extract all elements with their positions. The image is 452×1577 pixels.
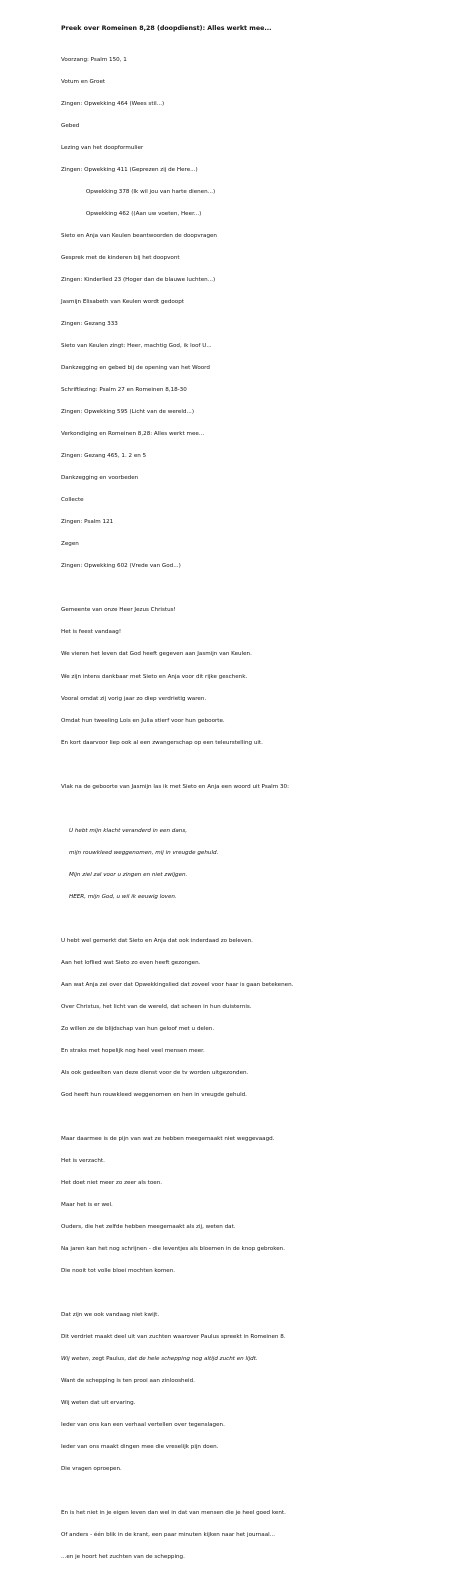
text-line: We zijn intens dankbaar met Sieto en Anja voor dit rijke geschenk. [61,673,248,680]
text-line: We vieren het leven dat God heeft gegeven aan Jasmijn van Keulen. [61,651,252,658]
liturgy-item: Gesprek met de kinderen bij het doopvont [61,254,180,261]
text-line: U hebt wel gemerkt dat Sieto en Anja dat ook inderdaad zo beleven. [61,937,253,944]
liturgy-item: Sieto van Keulen zingt: Heer, machtig God, ik loof U... [61,343,212,350]
text-line: Dat zijn we ook vandaag niet kwijt. [61,1312,160,1319]
liturgy-item: Dankzegging en gebed bij de opening van het Woord [61,365,210,372]
text-line: Die vragen oproepen. [61,1466,122,1473]
paragraph [61,1298,421,1489]
text-line: God heeft hun rouwkleed weggenomen en hen in vreugde gehuld. [61,1091,247,1098]
liturgy-item: Dankzegging en voorbeden [61,475,139,482]
quote-line: mijn rouwkleed weggenomen, mij in vreugde gehuld. [69,849,219,856]
paragraph [61,1121,421,1290]
liturgy-item: Opwekking 378 (Ik wil jou van harte dienen...) [61,188,216,195]
text-line: Zo willen ze de blijdschap van hun geloof met u delen. [61,1025,215,1032]
text-line: Maar het is er wel. [61,1202,113,1209]
liturgy-item: Zingen: Opwekking 595 (Licht van de wereld...) [61,409,194,416]
psalm-quote [69,813,421,916]
text-line: Of anders - één blik in de krant, een paar minuten kijken naar het journaal... [61,1532,276,1539]
text-line: Het is feest vandaag! [61,629,122,636]
liturgy-item: Zingen: Gezang 333 [61,321,118,328]
text-line: Gemeente van onze Heer Jezus Christus! [61,607,176,614]
liturgy-item: Schriftlezing: Psalm 27 en Romeinen 8,18-30 [61,387,187,394]
text-line: Het is verzacht. [61,1158,105,1165]
text-line: Als ook gedeelten van deze dienst voor de tv worden uitgezonden. [61,1069,249,1076]
liturgy-item: Zingen: Kinderlied 23 (Hoger dan de blauwe luchten...) [61,277,216,283]
text-line: Want de schepping is ten prooi aan zinloosheid. [61,1378,195,1385]
text-line: ...en je hoort het zuchten van de schepping. [61,1554,185,1561]
liturgy-item: Zingen: Gezang 465, 1. 2 en 5 [61,453,147,460]
liturgy-item: Zegen [61,541,79,548]
document-page [61,24,421,1577]
liturgy-item: Opwekking 462 ((Aan uw voeten, Heer...) [61,210,202,217]
liturgy-item: Jasmijn Elisabeth van Keulen wordt gedoopt [61,299,184,306]
quote-line: U hebt mijn klacht veranderd in een dans, [69,827,188,834]
text-line: Vlak na de geboorte van Jasmijn las ik met Sieto en Anja een woord uit Psalm 30: [61,783,289,790]
text-line: Ieder van ons maakt dingen mee die vreselijk pijn doen. [61,1444,219,1451]
liturgy-item: Zingen: Opwekking 602 (Vrede van God...) [61,563,181,570]
text-line: Aan het loflied wat Sieto zo even heeft gezongen. [61,959,201,966]
liturgy-item: Zingen: Psalm 121 [61,519,114,526]
liturgy-item: Zingen: Opwekking 464 (Wees stil...) [61,100,165,107]
liturgy-list [61,42,421,585]
paragraph [61,593,421,762]
text-line: Dit verdriet maakt deel uit van zuchten waarover Paulus spreekt in Romeinen 8. [61,1334,286,1341]
liturgy-item: Votum en Groet [61,78,106,85]
text-line: Die nooit tot volle bloei mochten komen. [61,1268,176,1275]
text-line: En is het niet in je eigen leven dan wel in dat van mensen die je heel goed kent. [61,1510,286,1517]
emphasis-text: dat de hele schepping nog altijd zucht en lijdt. [127,1356,258,1363]
paragraph [61,1496,421,1577]
liturgy-item: Voorzang: Psalm 150, 1 [61,56,127,63]
liturgy-item: Lezing van het doopformulier [61,144,144,151]
text-line: Het doet niet meer zo zeer als toen. [61,1180,163,1187]
quote-line: Mijn ziel zal voor u zingen en niet zwijgen. [69,871,188,878]
text-line: Over Christus, het licht van de wereld, dat scheen in hun duisternis. [61,1003,252,1010]
paragraph [61,769,421,806]
liturgy-item: Zingen: Opwekking 411 (Geprezen zij de Here...) [61,166,198,173]
text-line: Omdat hun tweeling Lois en Julia stierf voor hun geboorte. [61,717,225,724]
text-line: Na jaren kan het nog schrijnen - die leventjes als bloemen in de knop gebroken. [61,1246,285,1253]
text-line: Ouders, die het zelfde hebben meegemaakt als zij, weten dat. [61,1224,236,1231]
text-span: , zegt Paulus, [88,1356,128,1363]
liturgy-item: Gebed [61,122,80,129]
text-line: Wij weten dat uit ervaring. [61,1400,136,1407]
text-line: En straks met hopelijk nog heel veel mensen meer. [61,1047,205,1054]
sermon-title: Preek over Romeinen 8,28 (doopdienst): Alles werkt mee... [61,25,272,32]
liturgy-item: Verkondiging en Romeinen 8,28: Alles werkt mee... [61,431,205,438]
text-line: Maar daarmee is de pijn van wat ze hebben meegemaakt niet weggevaagd. [61,1135,275,1142]
text-line: En kort daarvoor liep ook al een zwangerschap op een teleurstelling uit. [61,739,263,746]
mixed-line [61,1356,421,1363]
text-line: Ieder van ons kan een verhaal vertellen over tegenslagen. [61,1422,225,1429]
emphasis-text: Wij weten [61,1356,89,1363]
liturgy-item: Sieto en Anja van Keulen beantwoorden de doopvragen [61,232,217,239]
text-line: Aan wat Anja zei over dat Opwekkingslied dat zoveel voor haar is gaan betekenen. [61,981,294,988]
quote-line: HEER, mijn God, u wil ik eeuwig loven. [69,893,177,900]
liturgy-item: Collecte [61,497,84,504]
paragraph [61,923,421,1114]
text-line: Vooral omdat zij vorig jaar zo diep verdrietig waren. [61,695,207,702]
